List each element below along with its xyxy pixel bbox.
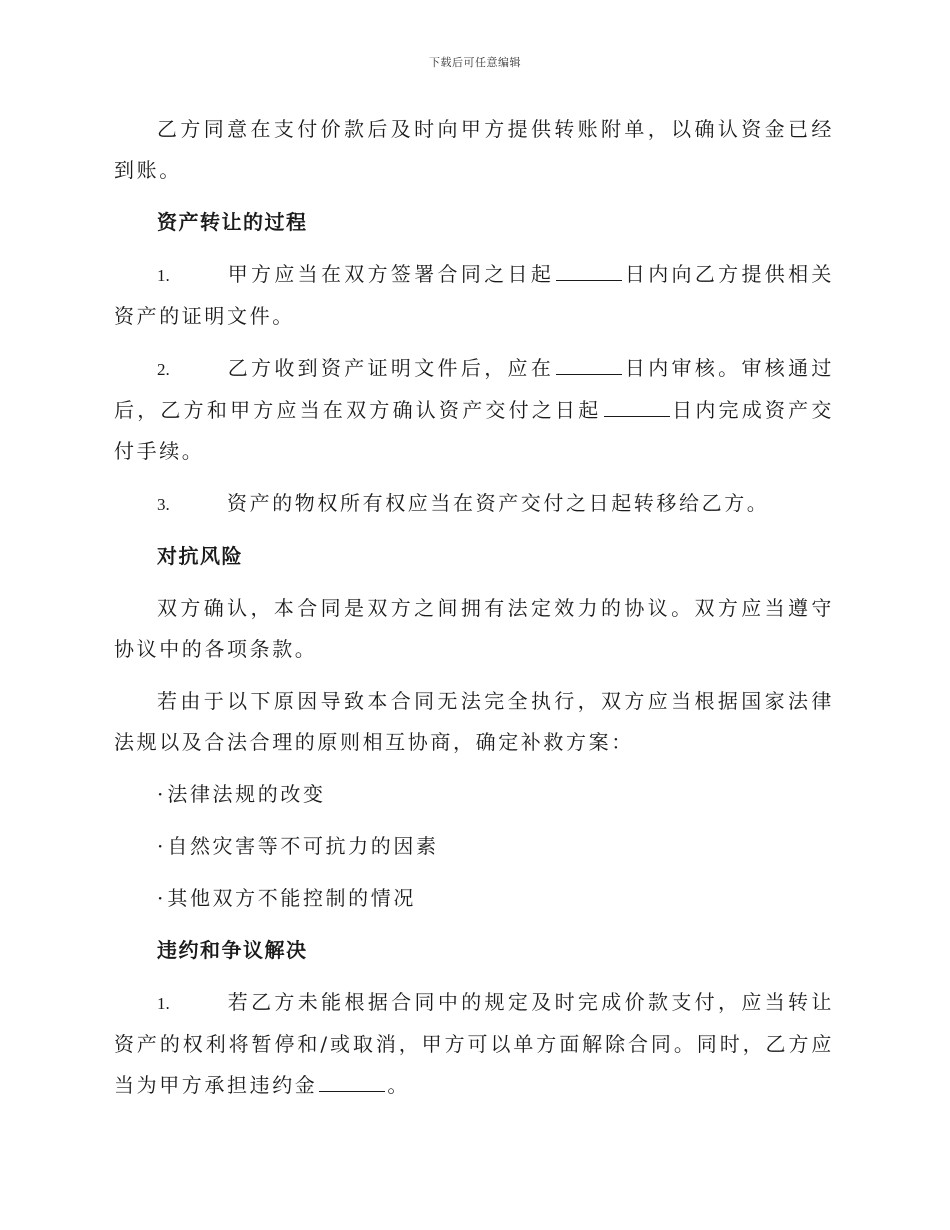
bullet-dot: · [157, 834, 164, 858]
section-heading-breach: 违约和争议解决 [157, 938, 308, 962]
risk-paragraph-2: 若由于以下原因导致本合同无法完全执行，双方应当根据国家法律法规以及合法合理的原则相互协商，确定补救方案： [114, 689, 834, 754]
bullet-text: 其他双方不能控制的情况 [167, 886, 416, 910]
item-text: 甲方应当在双方签署合同之日起 [227, 262, 555, 286]
blank-line [319, 1065, 385, 1092]
breach-item-1 [114, 982, 834, 1106]
blank-line [556, 348, 622, 375]
item-number: 2. [157, 360, 170, 379]
bullet-text: 自然灾害等不可抗力的因素 [167, 834, 439, 858]
bullet-item [157, 878, 834, 919]
section-heading-transfer-process: 资产转让的过程 [157, 210, 308, 234]
item-text: 日内完成资产交付手续。 [114, 398, 834, 463]
payment-receipt-paragraph: 乙方同意在支付价款后及时向甲方提供转账附单，以确认资金已经到账。 [114, 117, 834, 182]
item-text: 日内向乙方提供相关资产的证明文件。 [114, 262, 835, 328]
item-text: 若乙方未能根据合同中的规定及时完成价款支付，应当转让资产的权利将暂停和/或取消，甲方可以单方面解除合同。同时，乙方应当为甲方承担违约金 [114, 990, 834, 1097]
blank-line [604, 390, 670, 417]
item-text: 日内审核。审核通过后，乙方和甲方应当在双方确认资产交付之日起 [114, 356, 835, 422]
section-heading-risk: 对抗风险 [157, 544, 243, 568]
bullet-text: 法律法规的改变 [167, 782, 326, 806]
item-text: 。 [387, 1073, 411, 1097]
bullet-dot: · [157, 782, 164, 806]
item-text: 乙方收到资产证明文件后，应在 [227, 356, 555, 380]
item-number: 3. [157, 495, 170, 514]
bullet-dot: · [157, 886, 164, 910]
risk-paragraph-1: 双方确认，本合同是双方之间拥有法定效力的协议。双方应当遵守协议中的各项条款。 [114, 596, 834, 661]
transfer-item-3 [114, 483, 834, 525]
page-header: 下载后可任意编辑 [429, 56, 521, 69]
bullet-item [157, 774, 834, 815]
blank-line [556, 254, 622, 281]
item-text: 资产的物权所有权应当在资产交付之日起转移给乙方。 [227, 491, 770, 515]
item-number: 1. [157, 994, 170, 1013]
document-body [114, 109, 834, 1117]
bullet-item [157, 826, 834, 867]
item-number: 1. [157, 266, 170, 285]
transfer-item-2 [114, 348, 834, 472]
transfer-item-1 [114, 254, 834, 337]
